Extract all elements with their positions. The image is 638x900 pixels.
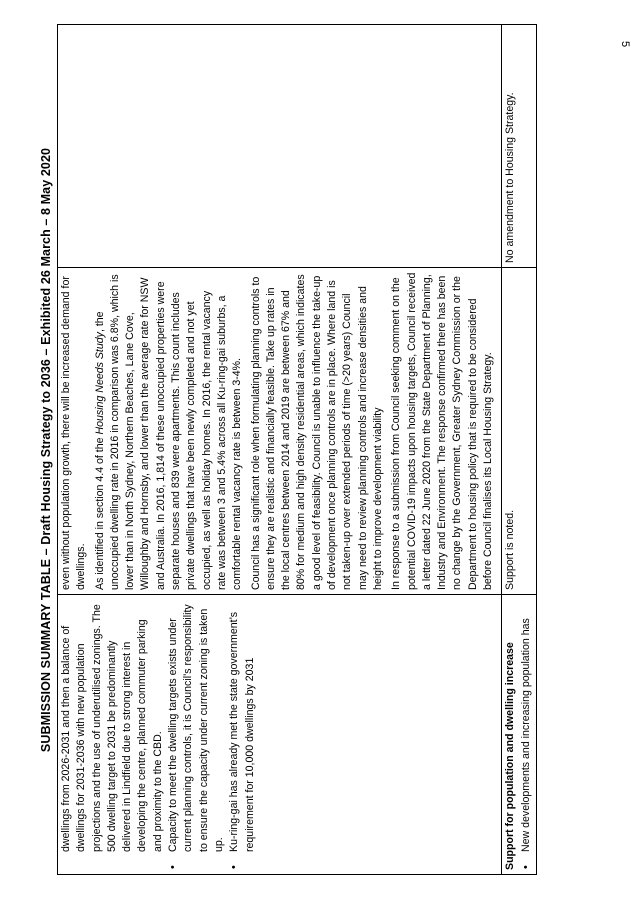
section-title: Support for population and dwelling increase	[504, 642, 517, 870]
response-cell	[58, 268, 502, 595]
response-paragraph: In response to a submission from Council seeking comment on the potential COVID-19 impacts upon housing targets, Council received a letter dated 22 June 2020 from the State Department of Planning, Industry and Environment. The response confirmed there has been no change by the Government, Greater Sydney Commission or the Department to housing policy that is required to be considered before Council finalises its Local Housing Strategy.	[390, 272, 495, 590]
response-paragraph: even without population growth, there will be increased demand for dwellings.	[60, 276, 88, 590]
list-item	[227, 599, 258, 870]
list-item	[519, 599, 534, 870]
bullet-text: Ku-ring-gai has already met the state government’s requirement for 10,000 dwellings by 2031	[228, 611, 256, 852]
submission-cell	[58, 595, 502, 875]
bullet-icon: •	[167, 865, 180, 869]
submission-summary-table	[57, 24, 537, 875]
document-title-italic: Housing Needs Study	[93, 332, 106, 435]
response-paragraph	[93, 272, 246, 590]
page-number: 5	[618, 40, 631, 48]
text-span: , the unoccupied dwelling rate in 2016 in comparison was 6.8%, which is lower than in North Sydney, Northern Beaches, Lane Cove, Willoughby and Hornsby, and lower than the average rate for NSW and Australia. In 2016, 1,814 of these unoccupied properties were separate houses and 839 were apartments. This count includes private dwellings that have been newly completed and not yet occupied, as well as holiday homes. In 2016, the rental vacancy rate was between 3 and 5.4% across all Ku-ring-gai suburbs, a comfortable rental vacancy rate is between 3-4%.	[93, 274, 244, 590]
bullet-icon: •	[519, 865, 532, 869]
continuation-text: dwellings from 2026-2031 and then a balance of dwellings for 2031-2036 with new population projections and the use of underutilised zonings. The 500 dwelling target to 2031 be predominantly delivered in Lindfield due to strong interest in developing the centre, planned commuter parking and proximity to the CBD.	[60, 604, 164, 852]
page-title: SUBMISSION SUMMARY TABLE – Draft Housing Strategy to 2036 – Exhibited 26 March – 8 May 2020	[39, 147, 53, 753]
bullet-text: Capacity to meet the dwelling targets exists under current planning controls, it is Council’s responsibility to ensure the capacity under current zoning is taken up.	[167, 604, 225, 852]
bullet-text: New developments and increasing population has	[519, 618, 532, 852]
bullet-icon: •	[228, 865, 241, 869]
table-row	[58, 25, 502, 875]
text-span: As identified in section 4.4 of the	[93, 434, 106, 590]
outcome-cell	[58, 25, 502, 268]
list-item	[166, 599, 227, 870]
table-row	[502, 25, 537, 875]
outcome-cell: No amendment to Housing Strategy.	[502, 25, 537, 268]
submission-bullets	[519, 599, 534, 870]
submission-cell	[502, 595, 537, 875]
response-cell: Support is noted.	[502, 268, 537, 595]
response-paragraph: Council has a significant role when formulating planning controls to ensure they are realistic and financially feasible. Take up rates in the local centres between 2014 and 2019 are between 67% and 80% for medium and high density residential areas, which indicates a good level of feasibility. Council is unable to influence the take-up of development once planning controls are in place. Where land is not taken-up over extended periods of time (>20 years) Council may need to review planning controls and increase densities and height to improve development viability	[249, 274, 384, 590]
submission-bullets	[166, 599, 258, 870]
rotated-page-content	[35, 20, 625, 880]
